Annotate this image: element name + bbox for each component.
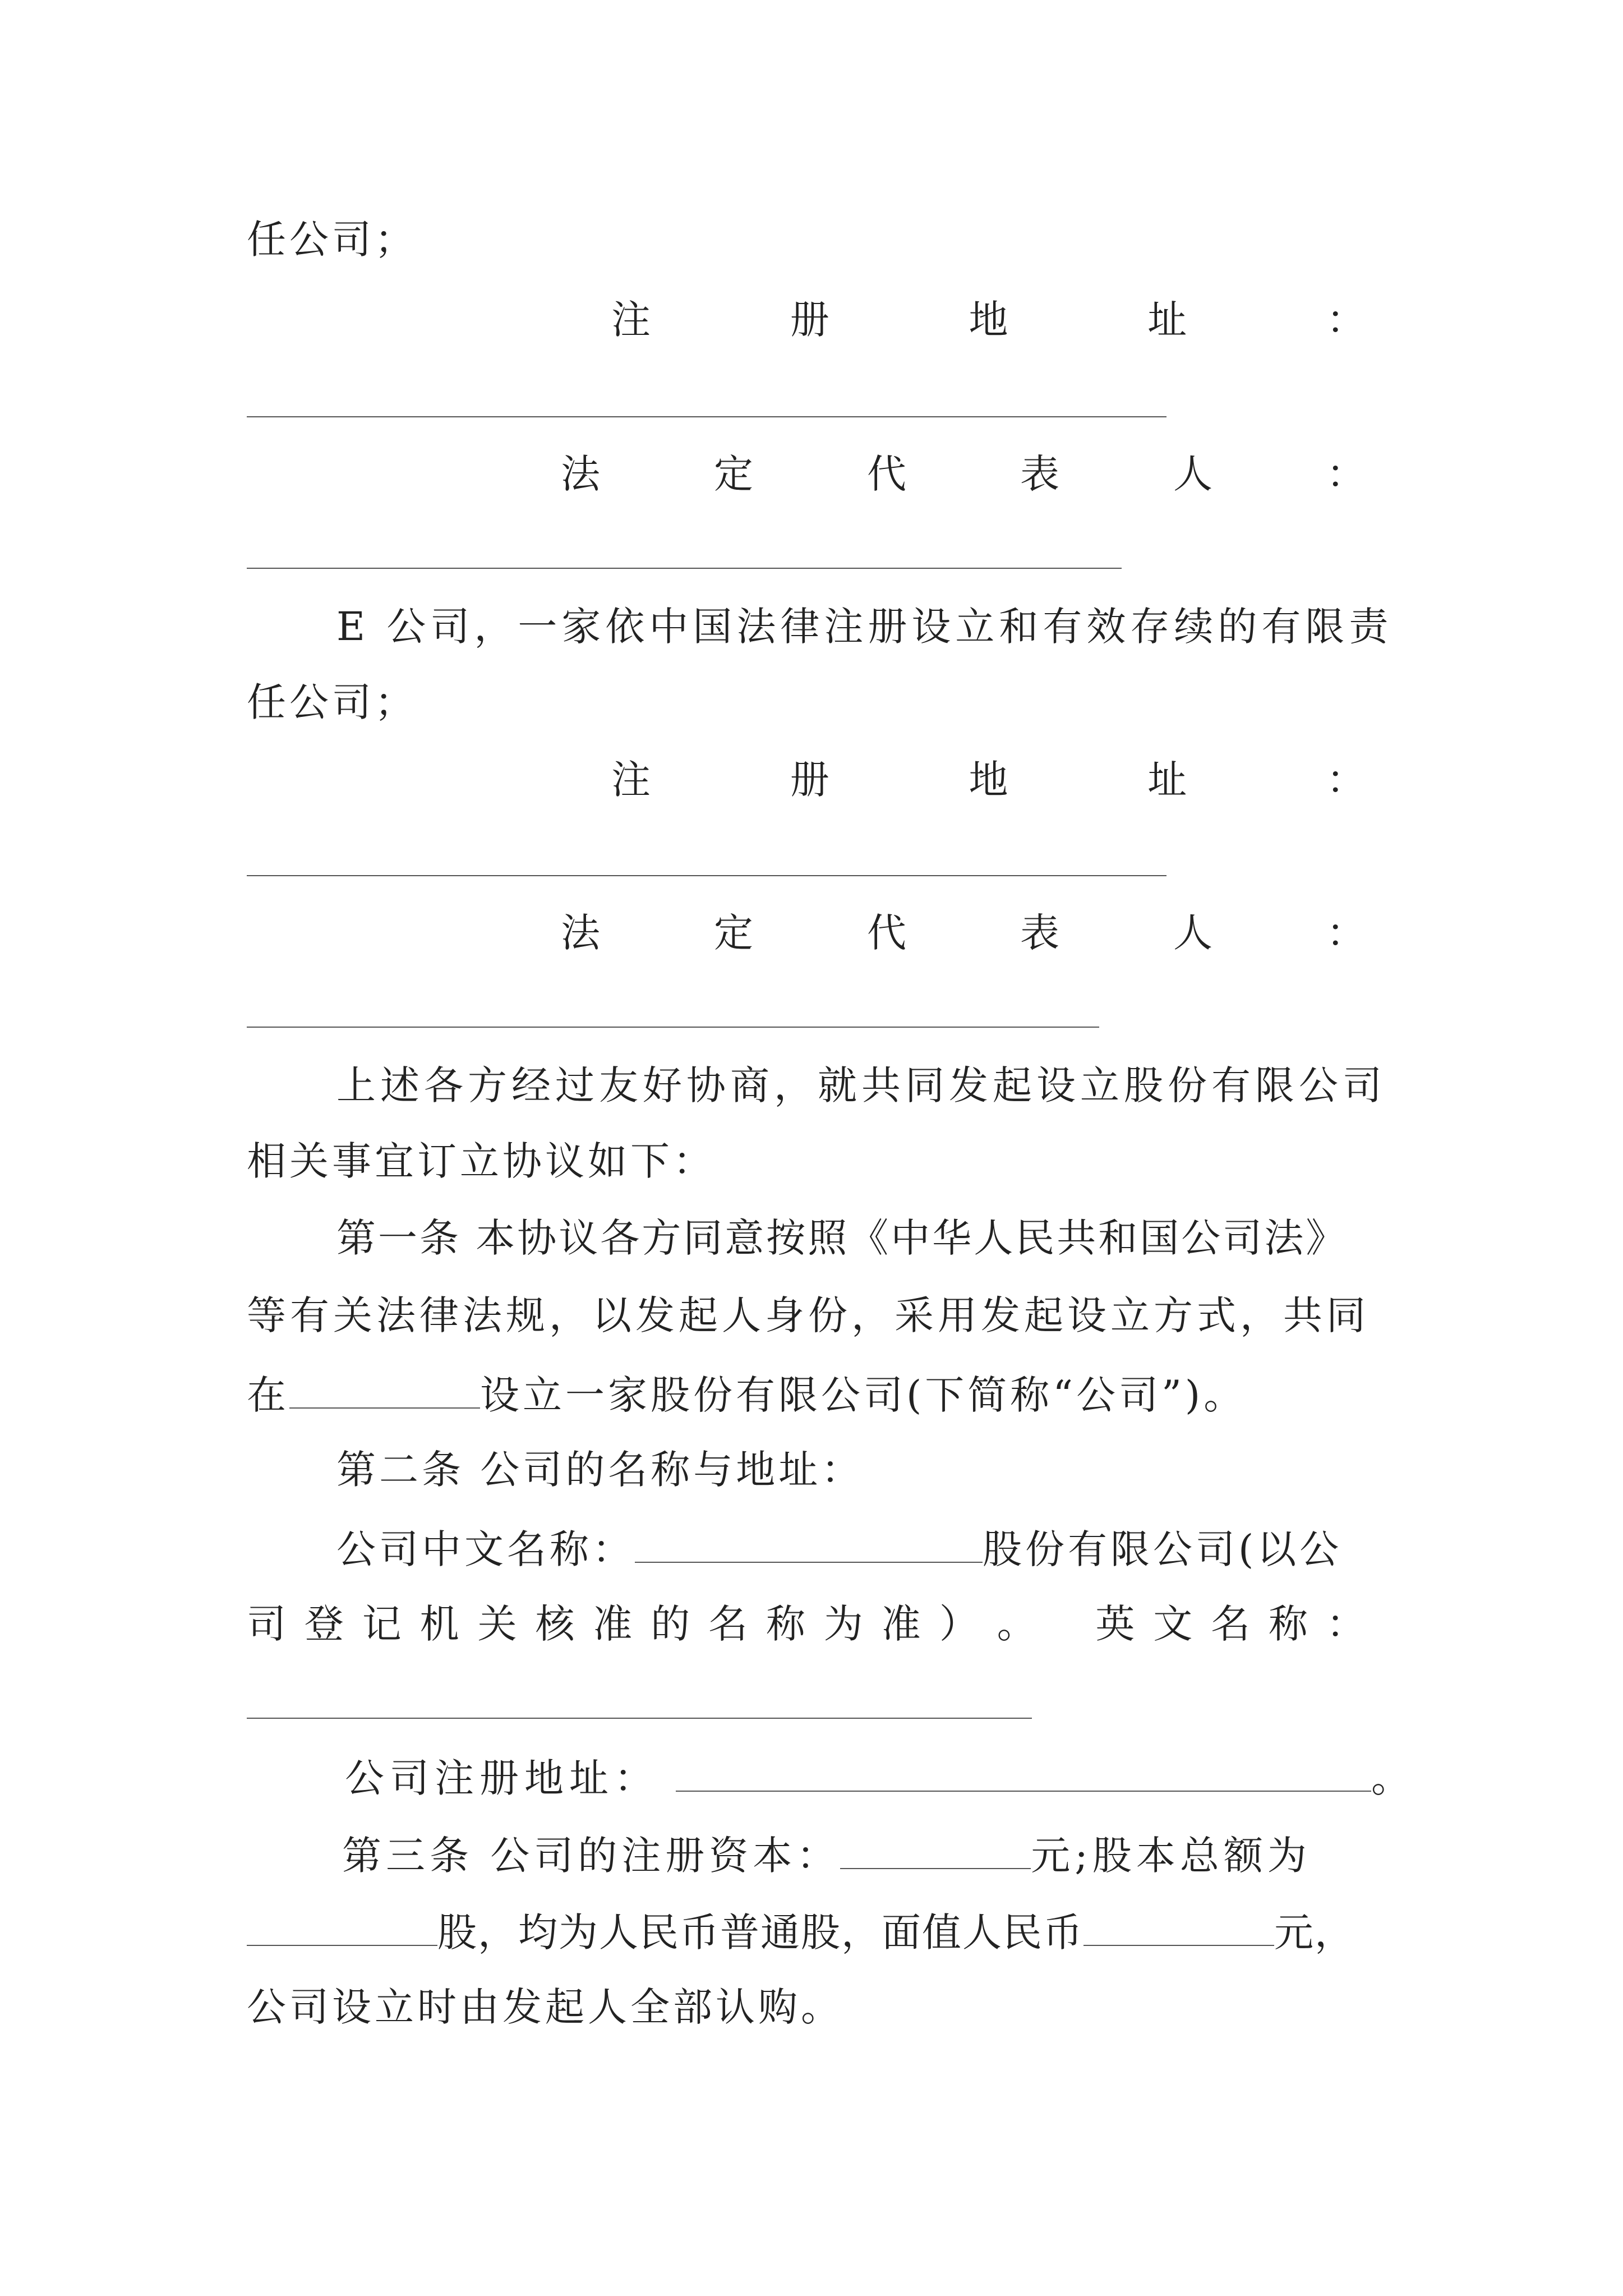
reg-address-blank[interactable] (247, 875, 1166, 876)
article-3-line: 第三条 公司的注册资本： 元;股本总额为 (342, 1833, 1311, 1879)
article-3-line: 公司设立时由发起人全部认购。 (247, 1984, 843, 2030)
text-line: 任公司； (247, 217, 417, 263)
preamble-line: 相关事宜订立协议如下： (247, 1138, 716, 1184)
legal-rep-blank[interactable] (247, 1027, 1099, 1028)
reg-address-label: 注 册 地 址 ： (611, 757, 1366, 803)
article-2-heading: 第二条 公司的名称与地址： (336, 1447, 864, 1493)
preamble-line: 上述各方经过友好协商，就共同发起设立股份有限公司 (336, 1062, 1386, 1108)
legal-rep-label: 法 定 代 表 人 ： (561, 451, 1366, 497)
article-1-line: 在 设立一家股份有限公司(下简称“公司”)。 (247, 1372, 1247, 1418)
article-1-line: 第一条 本协议各方同意按照《中华人民共和国公司法》 (336, 1215, 1348, 1261)
registered-capital-blank[interactable] (840, 1833, 1031, 1869)
article-1-line: 等有关法律法规，以发起人身份，采用发起设立方式，共同 (247, 1292, 1370, 1338)
party-e-line: E 公司，一家依中国法律注册设立和有效存续的有限责 (336, 604, 1393, 650)
article-2-line: 公司中文名称： 股份有限公司(以公 (336, 1526, 1343, 1572)
reg-address-blank[interactable] (247, 416, 1166, 417)
legal-rep-blank[interactable] (247, 568, 1122, 569)
party-e-line: 任公司； (247, 679, 417, 725)
location-blank[interactable] (289, 1373, 480, 1409)
reg-address-label: 注 册 地 址 ： (611, 297, 1366, 343)
company-address-blank[interactable] (676, 1756, 1371, 1792)
legal-rep-label: 法 定 代 表 人 ： (561, 910, 1366, 956)
article-2-line: 司 登 记 机 关 核 准 的 名 称 为 准 ） 。 英 文 名 称 ： (247, 1601, 1366, 1647)
par-value-blank[interactable] (1083, 1910, 1274, 1946)
english-name-blank[interactable] (247, 1718, 1032, 1719)
article-3-line: 股，均为人民币普通股，面值人民币 元， (247, 1910, 1355, 1952)
total-shares-blank[interactable] (247, 1910, 437, 1946)
reg-address-line: 公司注册地址： 。 (345, 1755, 1416, 1801)
chinese-name-blank[interactable] (635, 1527, 983, 1563)
